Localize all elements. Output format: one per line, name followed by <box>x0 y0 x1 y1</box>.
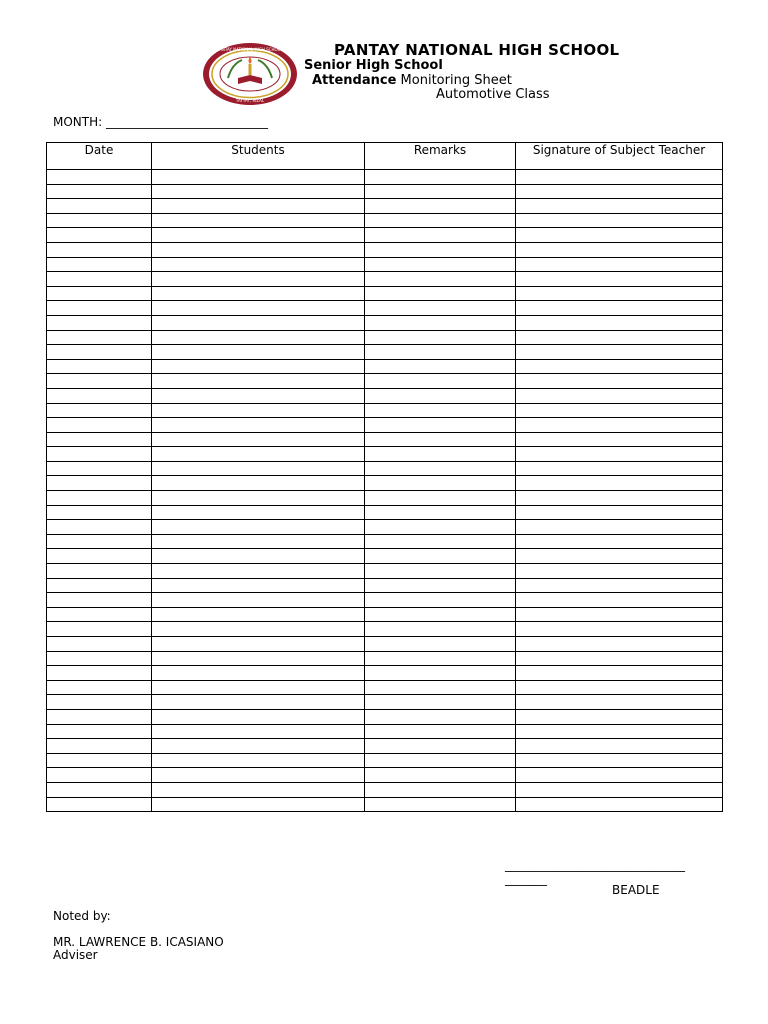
date-cell[interactable] <box>47 301 152 316</box>
remarks-cell[interactable] <box>365 418 516 433</box>
signature-cell[interactable] <box>516 272 723 287</box>
remarks-cell[interactable] <box>365 491 516 506</box>
signature-cell[interactable] <box>516 330 723 345</box>
table-row <box>47 505 723 520</box>
school-name: PANTAY NATIONAL HIGH SCHOOL <box>334 41 620 59</box>
adviser-name: MR. LAWRENCE B. ICASIANO <box>53 935 224 949</box>
table-row <box>47 607 723 622</box>
remarks-cell[interactable] <box>365 476 516 491</box>
table-row <box>47 666 723 681</box>
date-cell[interactable] <box>47 666 152 681</box>
remarks-cell[interactable] <box>365 213 516 228</box>
signature-cell[interactable] <box>516 637 723 652</box>
remarks-cell[interactable] <box>365 315 516 330</box>
student-cell[interactable] <box>152 695 365 710</box>
date-cell[interactable] <box>47 680 152 695</box>
col-header-students: Students <box>152 143 365 170</box>
remarks-cell[interactable] <box>365 301 516 316</box>
signature-cell[interactable] <box>516 505 723 520</box>
student-cell[interactable] <box>152 607 365 622</box>
sheet-title-bold: Attendance <box>312 73 397 88</box>
table-row <box>47 549 723 564</box>
signature-cell[interactable] <box>516 184 723 199</box>
student-cell[interactable] <box>152 257 365 272</box>
table-row <box>47 651 723 666</box>
signature-cell[interactable] <box>516 359 723 374</box>
signature-cell[interactable] <box>516 418 723 433</box>
date-cell[interactable] <box>47 272 152 287</box>
seal-ring-text: PANTAY NATIONAL HIGH SCHOOL <box>216 47 284 52</box>
month-field: MONTH: ___________________________ <box>53 115 268 129</box>
table-row <box>47 286 723 301</box>
student-cell[interactable] <box>152 461 365 476</box>
date-cell[interactable] <box>47 476 152 491</box>
remarks-cell[interactable] <box>365 272 516 287</box>
table-row <box>47 330 723 345</box>
signature-cell[interactable] <box>516 170 723 185</box>
date-cell[interactable] <box>47 549 152 564</box>
student-cell[interactable] <box>152 739 365 754</box>
student-cell[interactable] <box>152 782 365 797</box>
table-row <box>47 782 723 797</box>
student-cell[interactable] <box>152 549 365 564</box>
remarks-cell[interactable] <box>365 564 516 579</box>
date-cell[interactable] <box>47 286 152 301</box>
date-cell[interactable] <box>47 330 152 345</box>
date-cell[interactable] <box>47 724 152 739</box>
student-cell[interactable] <box>152 242 365 257</box>
signature-cell[interactable] <box>516 549 723 564</box>
date-cell[interactable] <box>47 242 152 257</box>
remarks-cell[interactable] <box>365 505 516 520</box>
date-cell[interactable] <box>47 797 152 812</box>
signature-cell[interactable] <box>516 432 723 447</box>
date-cell[interactable] <box>47 520 152 535</box>
student-cell[interactable] <box>152 622 365 637</box>
attendance-table <box>46 142 723 812</box>
signature-cell[interactable] <box>516 301 723 316</box>
signature-cell[interactable] <box>516 564 723 579</box>
student-cell[interactable] <box>152 301 365 316</box>
date-cell[interactable] <box>47 228 152 243</box>
date-cell[interactable] <box>47 534 152 549</box>
signature-cell[interactable] <box>516 345 723 360</box>
signature-cell[interactable] <box>516 213 723 228</box>
signature-cell[interactable] <box>516 622 723 637</box>
student-cell[interactable] <box>152 374 365 389</box>
table-header-row <box>47 143 723 170</box>
sheet-title-rest: Monitoring Sheet <box>396 73 512 88</box>
table-row <box>47 199 723 214</box>
remarks-cell[interactable] <box>365 330 516 345</box>
remarks-cell[interactable] <box>365 359 516 374</box>
remarks-cell[interactable] <box>365 695 516 710</box>
student-cell[interactable] <box>152 534 365 549</box>
signature-cell[interactable] <box>516 578 723 593</box>
signature-cell[interactable] <box>516 753 723 768</box>
date-cell[interactable] <box>47 593 152 608</box>
date-cell[interactable] <box>47 184 152 199</box>
remarks-cell[interactable] <box>365 374 516 389</box>
student-cell[interactable] <box>152 593 365 608</box>
table-row <box>47 359 723 374</box>
date-cell[interactable] <box>47 403 152 418</box>
remarks-cell[interactable] <box>365 447 516 462</box>
remarks-cell[interactable] <box>365 286 516 301</box>
sheet-title <box>312 73 512 88</box>
table-row <box>47 564 723 579</box>
date-cell[interactable] <box>47 651 152 666</box>
signature-cell[interactable] <box>516 739 723 754</box>
signature-cell[interactable] <box>516 228 723 243</box>
student-cell[interactable] <box>152 345 365 360</box>
table-row <box>47 257 723 272</box>
col-header-signature: Signature of Subject Teacher <box>516 143 723 170</box>
signature-cell[interactable] <box>516 797 723 812</box>
table-row <box>47 315 723 330</box>
school-seal-logo <box>202 42 298 106</box>
signature-cell[interactable] <box>516 651 723 666</box>
signature-cell[interactable] <box>516 520 723 535</box>
signature-cell[interactable] <box>516 461 723 476</box>
date-cell[interactable] <box>47 388 152 403</box>
col-header-remarks: Remarks <box>365 143 516 170</box>
signature-cell[interactable] <box>516 695 723 710</box>
student-cell[interactable] <box>152 330 365 345</box>
table-row <box>47 447 723 462</box>
date-cell[interactable] <box>47 315 152 330</box>
student-cell[interactable] <box>152 359 365 374</box>
table-row <box>47 637 723 652</box>
table-row <box>47 476 723 491</box>
student-cell[interactable] <box>152 447 365 462</box>
date-cell[interactable] <box>47 213 152 228</box>
date-cell[interactable] <box>47 359 152 374</box>
student-cell[interactable] <box>152 651 365 666</box>
table-row <box>47 709 723 724</box>
signature-cell[interactable] <box>516 607 723 622</box>
remarks-cell[interactable] <box>365 461 516 476</box>
remarks-cell[interactable] <box>365 403 516 418</box>
student-cell[interactable] <box>152 418 365 433</box>
date-cell[interactable] <box>47 257 152 272</box>
col-header-date: Date <box>47 143 152 170</box>
student-cell[interactable] <box>152 184 365 199</box>
student-cell[interactable] <box>152 709 365 724</box>
date-cell[interactable] <box>47 709 152 724</box>
remarks-cell[interactable] <box>365 345 516 360</box>
signature-cell[interactable] <box>516 388 723 403</box>
table-row <box>47 724 723 739</box>
seal-bottom-text: TAYTAY, RIZAL <box>235 98 265 103</box>
table-row <box>47 345 723 360</box>
table-row <box>47 578 723 593</box>
table-row <box>47 680 723 695</box>
student-cell[interactable] <box>152 564 365 579</box>
signature-cell[interactable] <box>516 534 723 549</box>
table-row <box>47 374 723 389</box>
table-row <box>47 797 723 812</box>
student-cell[interactable] <box>152 768 365 783</box>
student-cell[interactable] <box>152 272 365 287</box>
table-row <box>47 242 723 257</box>
signature-cell[interactable] <box>516 199 723 214</box>
date-cell[interactable] <box>47 345 152 360</box>
signature-cell[interactable] <box>516 724 723 739</box>
student-cell[interactable] <box>152 680 365 695</box>
table-row <box>47 301 723 316</box>
table-row <box>47 520 723 535</box>
date-cell[interactable] <box>47 637 152 652</box>
signature-cell[interactable] <box>516 593 723 608</box>
date-cell[interactable] <box>47 695 152 710</box>
student-cell[interactable] <box>152 315 365 330</box>
student-cell[interactable] <box>152 228 365 243</box>
date-cell[interactable] <box>47 564 152 579</box>
remarks-cell[interactable] <box>365 666 516 681</box>
signature-cell[interactable] <box>516 403 723 418</box>
remarks-cell[interactable] <box>365 607 516 622</box>
signature-cell[interactable] <box>516 476 723 491</box>
student-cell[interactable] <box>152 403 365 418</box>
date-cell[interactable] <box>47 461 152 476</box>
signature-role: BEADLE <box>612 883 660 897</box>
remarks-cell[interactable] <box>365 388 516 403</box>
remarks-cell[interactable] <box>365 768 516 783</box>
table-row <box>47 272 723 287</box>
date-cell[interactable] <box>47 782 152 797</box>
table-row <box>47 213 723 228</box>
signature-cell[interactable] <box>516 768 723 783</box>
adviser-role: Adviser <box>53 948 98 962</box>
division-name: Senior High School <box>304 58 443 73</box>
student-cell[interactable] <box>152 520 365 535</box>
remarks-cell[interactable] <box>365 534 516 549</box>
noted-by-label: Noted by: <box>53 909 111 923</box>
table-row <box>47 739 723 754</box>
date-cell[interactable] <box>47 418 152 433</box>
remarks-cell[interactable] <box>365 797 516 812</box>
table-row <box>47 593 723 608</box>
date-cell[interactable] <box>47 374 152 389</box>
remarks-cell[interactable] <box>365 257 516 272</box>
table-row <box>47 753 723 768</box>
signature-cell[interactable] <box>516 709 723 724</box>
student-cell[interactable] <box>152 476 365 491</box>
table-row <box>47 534 723 549</box>
remarks-cell[interactable] <box>365 637 516 652</box>
student-cell[interactable] <box>152 753 365 768</box>
signature-line: ______________________________ <box>505 858 685 872</box>
date-cell[interactable] <box>47 739 152 754</box>
remarks-cell[interactable] <box>365 782 516 797</box>
remarks-cell[interactable] <box>365 199 516 214</box>
remarks-cell[interactable] <box>365 622 516 637</box>
remarks-cell[interactable] <box>365 432 516 447</box>
student-cell[interactable] <box>152 666 365 681</box>
remarks-cell[interactable] <box>365 724 516 739</box>
student-cell[interactable] <box>152 724 365 739</box>
table-row <box>47 403 723 418</box>
date-cell[interactable] <box>47 578 152 593</box>
student-cell[interactable] <box>152 199 365 214</box>
date-cell[interactable] <box>47 432 152 447</box>
remarks-cell[interactable] <box>365 228 516 243</box>
signature-cell[interactable] <box>516 242 723 257</box>
table-body <box>47 170 723 812</box>
table-row <box>47 228 723 243</box>
table-row <box>47 184 723 199</box>
table-row <box>47 622 723 637</box>
remarks-cell[interactable] <box>365 170 516 185</box>
table-row <box>47 418 723 433</box>
remarks-cell[interactable] <box>365 549 516 564</box>
date-cell[interactable] <box>47 447 152 462</box>
table-row <box>47 695 723 710</box>
student-cell[interactable] <box>152 286 365 301</box>
table-row <box>47 170 723 185</box>
student-cell[interactable] <box>152 432 365 447</box>
date-cell[interactable] <box>47 199 152 214</box>
signature-cell[interactable] <box>516 666 723 681</box>
signature-cell[interactable] <box>516 374 723 389</box>
remarks-cell[interactable] <box>365 753 516 768</box>
date-cell[interactable] <box>47 622 152 637</box>
table-row <box>47 768 723 783</box>
remarks-cell[interactable] <box>365 184 516 199</box>
student-cell[interactable] <box>152 578 365 593</box>
student-cell[interactable] <box>152 213 365 228</box>
remarks-cell[interactable] <box>365 739 516 754</box>
date-cell[interactable] <box>47 505 152 520</box>
signature-cell[interactable] <box>516 315 723 330</box>
table-row <box>47 461 723 476</box>
table-row <box>47 491 723 506</box>
remarks-cell[interactable] <box>365 578 516 593</box>
table-row <box>47 432 723 447</box>
date-cell[interactable] <box>47 753 152 768</box>
date-cell[interactable] <box>47 491 152 506</box>
date-cell[interactable] <box>47 768 152 783</box>
signature-cell[interactable] <box>516 286 723 301</box>
remarks-cell[interactable] <box>365 242 516 257</box>
remarks-cell[interactable] <box>365 651 516 666</box>
date-cell[interactable] <box>47 170 152 185</box>
student-cell[interactable] <box>152 505 365 520</box>
student-cell[interactable] <box>152 637 365 652</box>
remarks-cell[interactable] <box>365 520 516 535</box>
table-row <box>47 388 723 403</box>
signature-cell[interactable] <box>516 257 723 272</box>
remarks-cell[interactable] <box>365 680 516 695</box>
class-name: Automotive Class <box>436 87 550 102</box>
signature-cell[interactable] <box>516 447 723 462</box>
student-cell[interactable] <box>152 797 365 812</box>
student-cell[interactable] <box>152 491 365 506</box>
signature-cell[interactable] <box>516 680 723 695</box>
remarks-cell[interactable] <box>365 593 516 608</box>
signature-cell[interactable] <box>516 782 723 797</box>
signature-cell[interactable] <box>516 491 723 506</box>
student-cell[interactable] <box>152 170 365 185</box>
remarks-cell[interactable] <box>365 709 516 724</box>
date-cell[interactable] <box>47 607 152 622</box>
student-cell[interactable] <box>152 388 365 403</box>
signature-line-continued: _______ <box>505 872 547 886</box>
